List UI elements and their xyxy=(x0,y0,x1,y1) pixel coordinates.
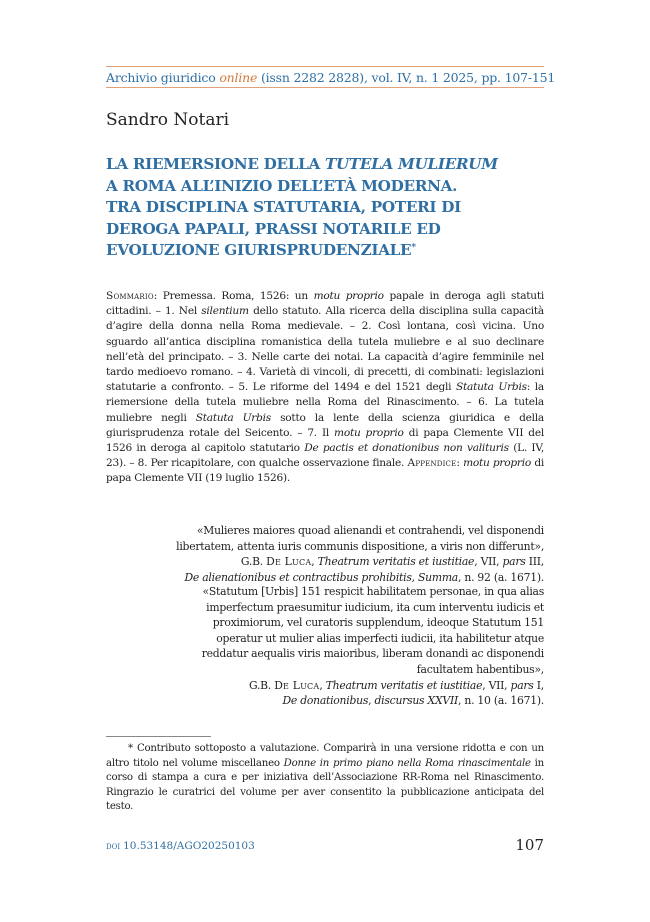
citation-pars: pars xyxy=(510,678,534,692)
epigraph-1-line-2: libertatem, attenta iuris communis dispositione, a viris non differunt», xyxy=(176,539,544,553)
citation-author: G.B. xyxy=(248,678,275,692)
citation-work: De donationibus xyxy=(282,694,369,708)
summary-text: : Premessa. Roma, 1526: un xyxy=(153,290,314,302)
epigraph-2-line-5: reddatur aequalis viris maioribus, liberam donandi ac disponendi xyxy=(201,647,544,661)
title-line-1 xyxy=(106,154,556,176)
summary-text: : xyxy=(456,457,464,470)
title-line-5-text: EVOLUZIONE GIURISPRUDENZIALE xyxy=(106,241,412,259)
citation-work: discursus XXVII xyxy=(374,694,458,708)
citation-author-sc: De Luca xyxy=(266,555,312,569)
journal-online: online xyxy=(219,70,258,85)
citation-sep: , xyxy=(411,570,418,584)
epigraph-2 xyxy=(128,584,544,709)
title-line-1-a: LA RIEMERSIONE DELLA xyxy=(106,155,325,173)
citation-ref: , VII, xyxy=(482,678,511,692)
epigraph-1 xyxy=(128,523,544,585)
summary-italic: Statuta Urbis xyxy=(195,411,271,424)
summary-text: : la riemersione della tutela muliebre nella Roma del Rinascimento. – 6. La tutela muliebre negli xyxy=(106,381,544,424)
citation-author: G.B. xyxy=(240,555,267,569)
title-line-3: TRA DISCIPLINA STATUTARIA, POTERI DI xyxy=(106,198,461,216)
doi-value[interactable]: 10.53148/AGO20250103 xyxy=(123,840,255,852)
summary-italic: silentium xyxy=(201,305,249,318)
footnote-text: Contributo sottoposto a valutazione. Comparirà in una versione ridotta e con un altro titolo nel volume miscellaneo xyxy=(106,743,544,769)
doi[interactable] xyxy=(106,840,255,852)
summary-paragraph xyxy=(106,289,544,487)
epigraph-2-line-4: operatur ut mulier alias imperfecti iudicii, ita habilitetur atque xyxy=(216,631,544,645)
epigraph-2-citation-1 xyxy=(128,678,544,694)
header-bottom-rule xyxy=(106,87,544,88)
citation-sep: , xyxy=(311,555,318,569)
footnote-text: in corso di stampa a cura e per iniziativa dell’Associazione RR-Roma nel Rinascimento. Ringrazio le curatrici del volume per aver consentito la pubblicazione anticipata del testo. xyxy=(106,757,544,813)
page-number: 107 xyxy=(515,836,544,854)
citation-work: Theatrum veritatis et iustitiae xyxy=(325,678,483,692)
title-line-4: DEROGA PAPALI, PRASSI NOTARILE ED xyxy=(106,219,441,238)
summary-italic: motu proprio xyxy=(463,457,531,470)
author-name: Sandro Notari xyxy=(106,110,230,130)
citation-author-sc: De Luca xyxy=(274,678,320,692)
doi-label: doi xyxy=(106,841,121,852)
citation-ref: III, xyxy=(525,555,544,569)
footnote xyxy=(106,742,544,815)
epigraph-1-citation-1 xyxy=(128,554,544,570)
title-line-5 xyxy=(106,240,556,262)
summary-italic: De pactis et donationibus non valituris xyxy=(304,442,509,455)
summary-text: di papa Clemente VII (19 luglio 1526). xyxy=(106,457,544,485)
footnote-mark: * xyxy=(128,743,133,754)
epigraph-1-line-1: «Mulieres maiores quoad alienandi et contrahendi, vel disponendi xyxy=(196,524,544,537)
epigraph-2-line-6: facultatem habentibus», xyxy=(416,662,544,676)
title-footnote-mark: * xyxy=(411,243,416,253)
summary-text: dello statuto. Alla ricerca della disciplina sulla capacità d’agire della donna nella Roma medievale. – 2. Così lontana, così vicina. Uno sguardo all’antica disciplina romanistica della tutela muliebre e al suo declinare nell’età del principato. – 3. Nelle carte dei notai. La capacità d’agire femminile nel tardo medioevo romano. – 4. Varietà di vincoli, di precetti, di combinati: legislazioni statutarie a confronto. – 5. Le riforme del 1494 e del 1521 degli xyxy=(106,305,544,394)
citation-ref: , n. 10 (a. 1671). xyxy=(458,694,544,708)
epigraph-2-citation-2 xyxy=(128,693,544,709)
citation-ref: I, xyxy=(533,678,544,692)
appendix-label: Appendice xyxy=(407,457,457,470)
footnote-rule xyxy=(106,736,211,737)
summary-text: papale in deroga agli statuti cittadini. – 1. Nel xyxy=(106,290,544,318)
summary-italic: Statuta Urbis xyxy=(456,381,527,394)
journal-name: Archivio giuridico xyxy=(106,70,216,85)
summary-italic: motu proprio xyxy=(313,290,384,302)
summary-label: Sommario xyxy=(106,290,154,302)
citation-ref: , n. 92 (a. 1671). xyxy=(458,570,544,584)
summary-text: sotto la lente della scienza giuridica e della giurisprudenza rotale del Seicento. – 7. Il xyxy=(106,411,544,439)
epigraph-2-line-2: imperfectum praesumitur iudicium, ita cum interventu iudicis et xyxy=(206,600,544,614)
citation-work: Theatrum veritatis et iustitiae xyxy=(317,555,475,569)
epigraph-2-line-1: «Statutum [Urbis] 151 respicit habilitatem personae, in qua alias xyxy=(202,585,544,598)
citation-work: De alienationibus et contractibus prohibitis xyxy=(184,570,412,584)
citation-pars: pars xyxy=(502,555,526,569)
citation-sep: , xyxy=(319,678,326,692)
citation-ref: , VII, xyxy=(474,555,503,569)
summary-text: (L. IV, 23). – 8. Per ricapitolare, con qualche osservazione finale. xyxy=(106,442,544,470)
summary-italic: motu proprio xyxy=(334,426,404,439)
summary-text: di papa Clemente VII del 1526 in deroga al capitolo statutario xyxy=(106,426,544,455)
header-top-rule xyxy=(106,66,544,67)
title-line-2: A ROMA ALL’INIZIO DELL’ETÀ MODERNA. xyxy=(106,176,458,195)
footnote-italic: Donne in primo piano nella Roma rinascimentale xyxy=(283,757,531,769)
journal-details: (issn 2282 2828), vol. IV, n. 1 2025, pp. 107-151 xyxy=(260,70,556,85)
title-line-1-italic: TUTELA MULIERUM xyxy=(324,155,498,173)
citation-work: Summa xyxy=(417,570,458,584)
citation-sep: , xyxy=(368,694,375,708)
article-title xyxy=(106,154,556,262)
running-header xyxy=(106,70,556,85)
epigraph-2-line-3: proximiorum, vel curatoris supplendum, ideoque Statutum 151 xyxy=(212,616,544,630)
